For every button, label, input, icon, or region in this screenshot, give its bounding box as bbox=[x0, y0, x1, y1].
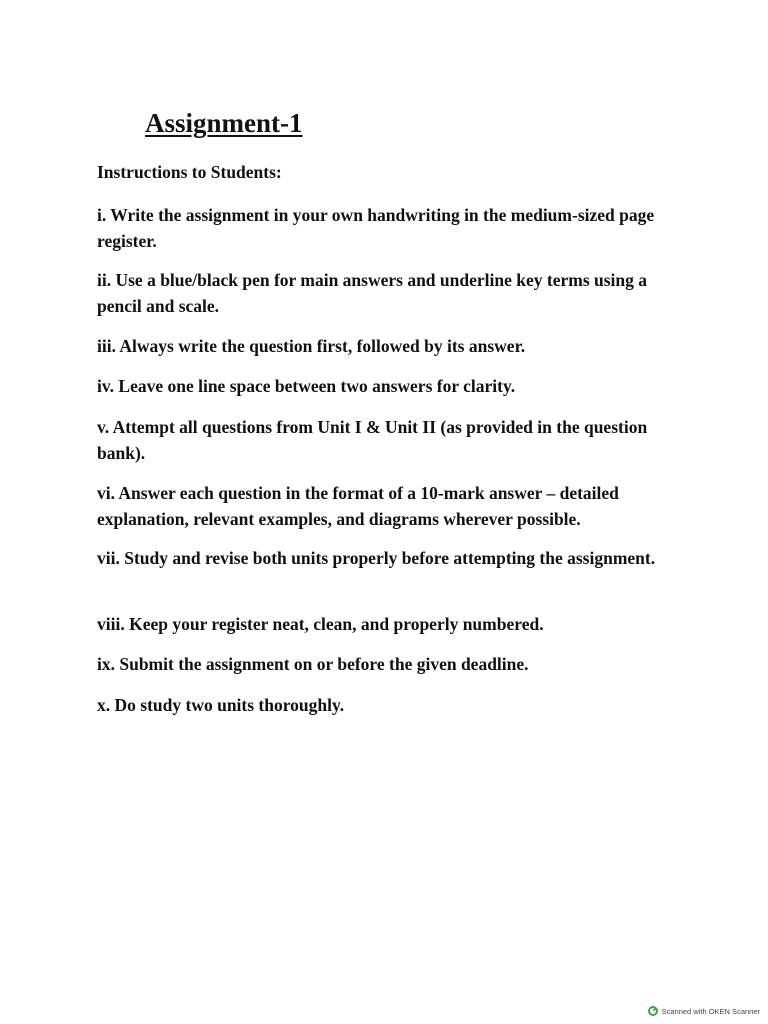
instruction-item: x. Do study two units thoroughly. bbox=[97, 695, 345, 715]
instruction-item: ii. Use a blue/black pen for main answers and underline key terms using a pencil and scale. bbox=[97, 270, 648, 316]
instruction-item: iii. Always write the question first, followed by its answer. bbox=[97, 336, 526, 356]
instruction-item: vi. Answer each question in the format of a 10-mark answer – detailed explanation, relevant examples, and diagrams wherever possible. bbox=[97, 483, 619, 529]
page-title: Assignment-1 bbox=[145, 108, 303, 138]
oken-scanner-logo-icon bbox=[648, 1006, 658, 1016]
instruction-item: ix. Submit the assignment on or before the given deadline. bbox=[97, 654, 529, 674]
instruction-item: viii. Keep your register neat, clean, and properly numbered. bbox=[97, 614, 544, 634]
watermark-text: Scanned with OKEN Scanner bbox=[661, 1006, 760, 1016]
instruction-item: v. Attempt all questions from Unit I & Unit II (as provided in the question bank). bbox=[97, 417, 648, 463]
scanner-watermark bbox=[648, 1006, 760, 1016]
instruction-item: iv. Leave one line space between two answers for clarity. bbox=[97, 376, 516, 396]
instruction-item: vii. Study and revise both units properly before attempting the assignment. bbox=[97, 548, 656, 568]
instructions-heading: Instructions to Students: bbox=[97, 162, 282, 182]
instruction-item: i. Write the assignment in your own handwriting in the medium-sized page register. bbox=[97, 205, 655, 251]
